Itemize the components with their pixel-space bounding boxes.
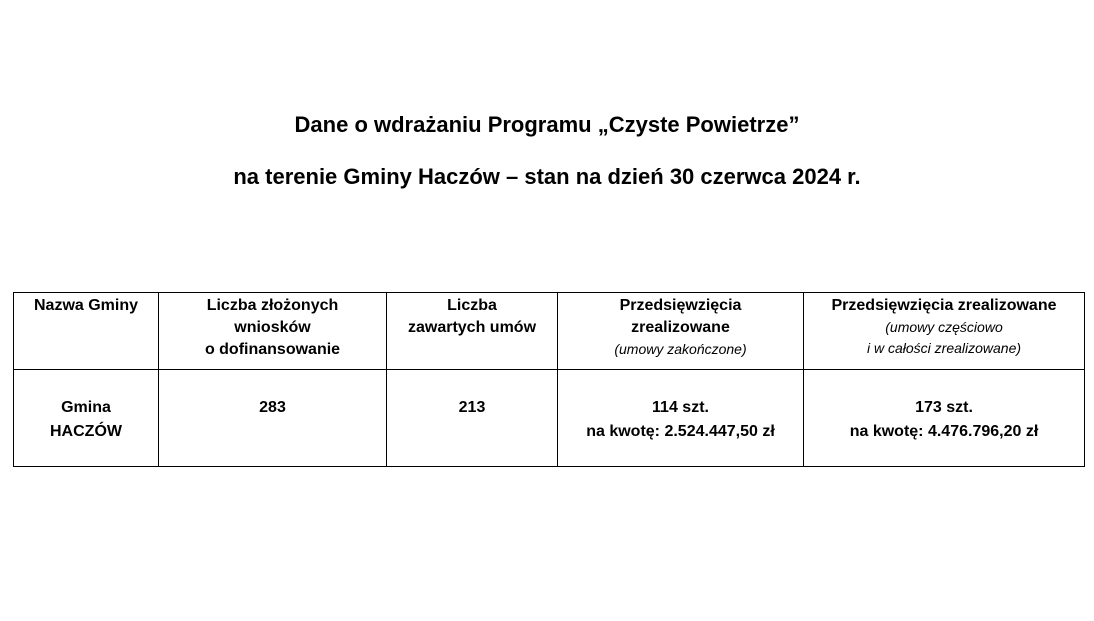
table-header-row [14,293,1085,370]
cell-completed: 114 szt. na kwotę: 2.524.447,50 zł [558,370,804,467]
title-line-1: Dane o wdrażaniu Programu „Czyste Powietrze” [294,112,800,137]
table-row [14,370,1085,467]
header-projects-realized: Przedsięwzięcia zrealizowane (umowy częściowo i w całości zrealizowane) [804,293,1085,370]
cell-municipality: Gmina HACZÓW [14,370,159,467]
document-title [0,112,1094,190]
cell-applications: 283 [159,370,387,467]
header-note-completed: (umowy zakończone) [614,341,747,357]
program-data-table [13,292,1085,467]
header-contracts-concluded: Liczba zawartych umów [387,293,558,370]
header-applications-submitted: Liczba złożonych wniosków o dofinansowanie [159,293,387,370]
title-line-2: na terenie Gminy Haczów – stan na dzień 30 czerwca 2024 r. [233,164,861,189]
header-municipality-name: Nazwa Gminy [14,293,159,370]
header-note-realized: i w całości zrealizowane) [866,340,1022,356]
cell-contracts: 213 [387,370,558,467]
cell-realized: 173 szt. na kwotę: 4.476.796,20 zł [804,370,1085,467]
header-note-realized: (umowy częściowo [885,319,1003,335]
header-projects-completed: Przedsięwzięcia zrealizowane (umowy zakończone) [558,293,804,370]
